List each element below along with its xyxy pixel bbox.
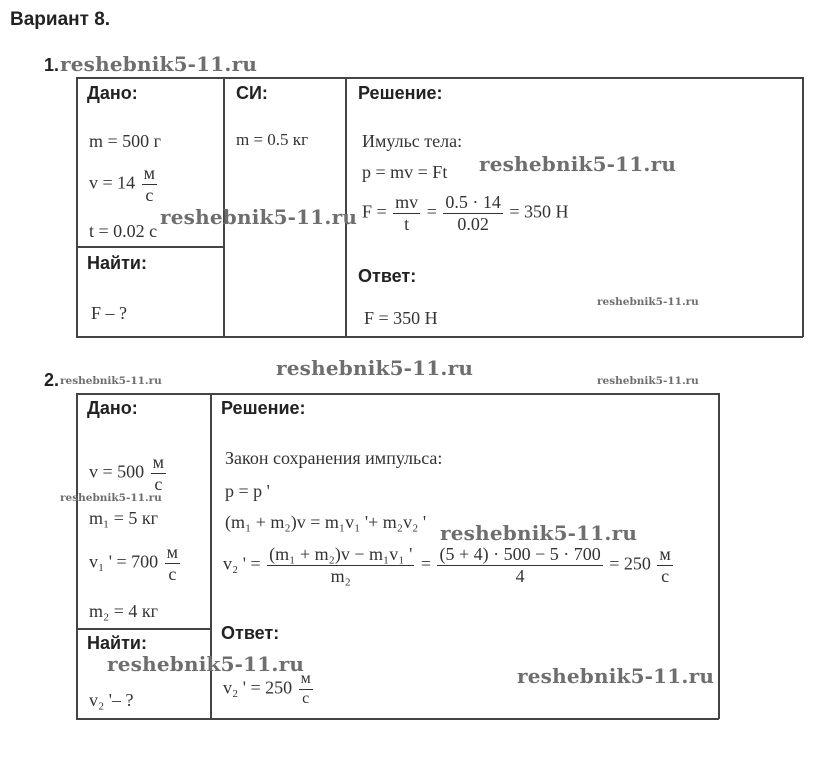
given-header: Дано: [87,83,138,103]
solution-equation-2 [362,193,569,234]
si-mass: m = 0.5 кг [236,130,309,149]
fraction-denominator: 0.02 [457,213,489,234]
fraction-mv-over-t [393,193,420,234]
find-header: Найти: [87,253,147,273]
fraction-numerator: (m₁ + m₂)v − m₁v₁ ' [269,544,413,564]
solution-equation-1: p = mv = Ft [362,162,448,182]
fraction-numerator: 0.5 · 14 [445,192,501,212]
find-velocity: v₂ '– ? [89,690,134,710]
find-force: F – ? [91,303,127,323]
solution-intro: Имульс тела: [362,131,463,151]
watermark: reshebnik5-11.ru [160,205,358,229]
si-header: СИ: [236,83,268,103]
watermark: reshebnik5-11.ru [440,521,638,545]
given-velocity-value: v = 14 [89,172,136,193]
watermark: reshebnik5-11.ru [107,652,305,676]
fraction-symbolic [267,545,414,586]
unit-numerator: м [152,452,165,472]
fraction-denominator: t [404,213,410,234]
answer-value [223,671,315,708]
solution-equation-3 [223,545,675,586]
equation-lhs: v₂ ' = [223,553,261,574]
result-unit [657,545,672,586]
fraction-numerator: mv [395,192,419,212]
given-velocity-1-value: v₁ ' = 700 [89,551,159,572]
velocity-unit [142,164,157,205]
solution-header: Решение: [221,398,306,418]
given-velocity-1 [89,543,182,584]
problem-1-number: 1. [44,55,60,75]
solution-intro: Закон сохранения импульса: [225,448,443,468]
velocity-unit [151,453,166,494]
equation-result: = 350 Н [509,201,569,222]
answer-lhs: v₂ ' = 250 [223,677,293,698]
given-mass-1: m₁ = 5 кг [89,508,159,528]
answer-header: Ответ: [221,623,280,643]
unit-denominator: с [302,689,310,707]
watermark: reshebnik5-11.ru [60,492,162,504]
solution-equation-1: p = p ' [225,481,270,501]
page-title: Вариант 8. [10,9,111,30]
find-header: Найти: [87,633,147,653]
equation-result: = 250 [609,553,651,574]
watermark: reshebnik5-11.ru [597,375,699,387]
given-velocity-value: v = 500 [89,461,145,482]
unit-denominator: с [145,184,154,205]
fraction-numeric [437,545,602,586]
answer-header: Ответ: [358,266,417,286]
velocity-unit [165,543,180,584]
problem-2-number: 2. [44,370,60,390]
given-mass-2: m₂ = 4 кг [89,601,159,621]
unit-numerator: м [143,163,156,183]
watermark: reshebnik5-11.ru [479,152,677,176]
solution-equation-2: (m₁ + m₂)v = m₁v₁ '+ m₂v₂ ' [225,512,427,532]
watermark: reshebnik5-11.ru [517,664,715,688]
watermark: reshebnik5-11.ru [60,52,258,76]
answer-value: F = 350 Н [364,308,438,328]
fraction-numerator: (5 + 4) · 500 − 5 · 700 [439,544,601,564]
unit-numerator: м [659,544,671,564]
unit-denominator: с [154,473,163,494]
watermark: reshebnik5-11.ru [60,375,162,387]
watermark: reshebnik5-11.ru [276,356,474,380]
unit-numerator: м [299,671,313,690]
unit-numerator: м [166,542,179,562]
watermark: reshebnik5-11.ru [597,296,699,308]
equation-lhs: F = [362,201,387,222]
answer-unit [299,671,313,708]
fraction-numeric [443,193,503,234]
unit-denominator: с [661,565,670,586]
unit-denominator: с [168,563,177,584]
given-time: t = 0.02 с [89,221,158,241]
equals-sign: = [420,553,431,574]
fraction-denominator: m₂ [330,565,351,586]
given-velocity [89,453,168,494]
given-velocity [89,164,159,205]
solution-header: Решение: [358,83,443,103]
fraction-denominator: 4 [515,565,525,586]
given-header: Дано: [87,398,138,418]
given-mass: m = 500 г [89,131,162,151]
equals-sign: = [426,201,437,222]
